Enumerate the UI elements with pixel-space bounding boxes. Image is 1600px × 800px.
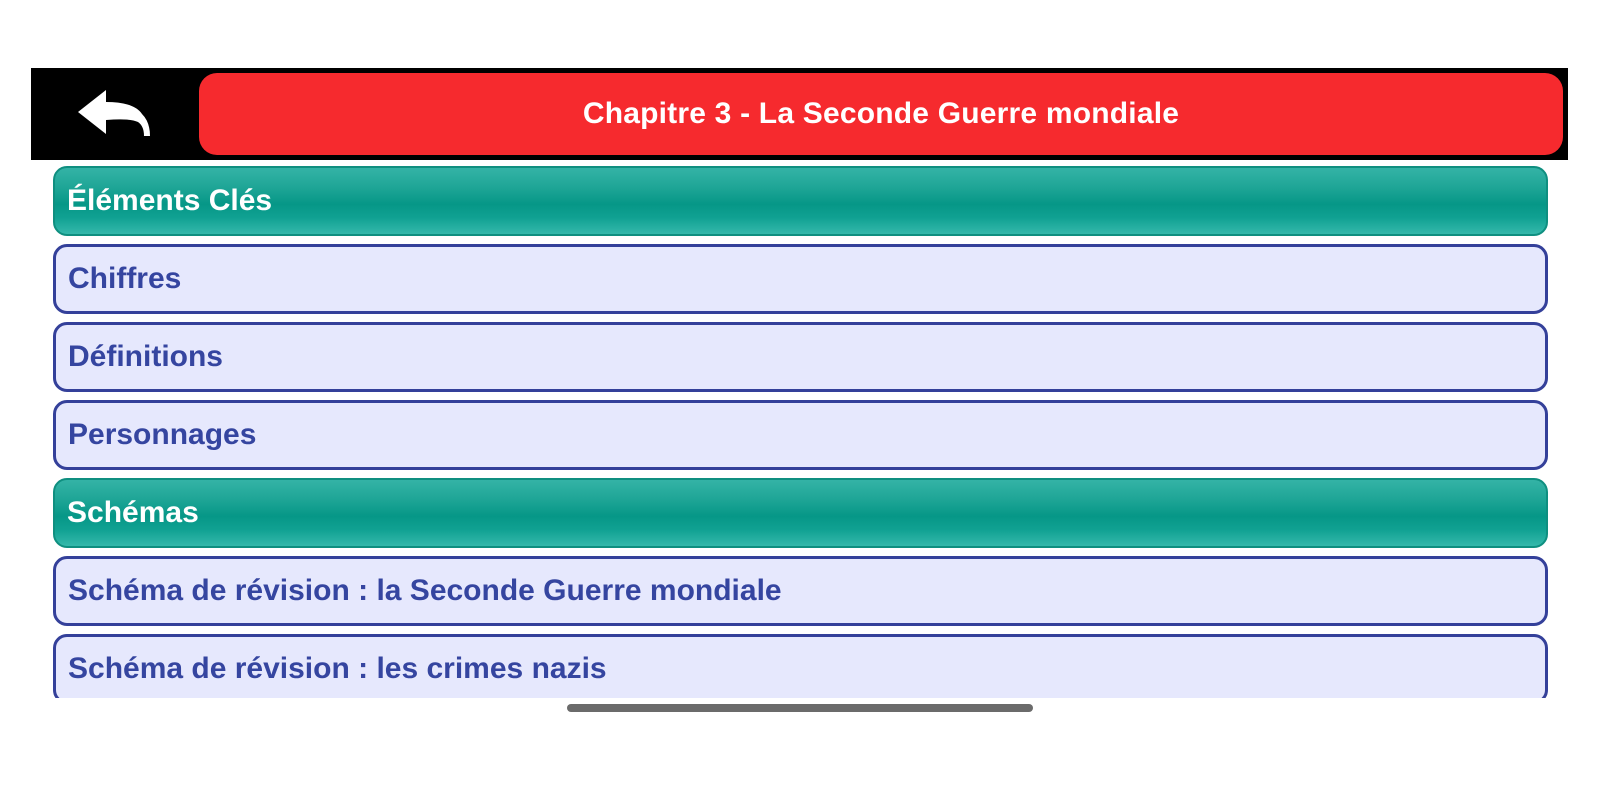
menu-item-label: Schéma de révision : la Seconde Guerre mondiale [68, 574, 782, 607]
menu-item-label: Schéma de révision : les crimes nazis [68, 652, 607, 685]
chapter-menu-list [53, 166, 1548, 698]
menu-item-definitions[interactable] [53, 322, 1548, 392]
menu-item-personnages[interactable] [53, 400, 1548, 470]
back-button[interactable] [31, 68, 196, 160]
back-arrow-icon [76, 88, 152, 140]
menu-item-label: Personnages [68, 418, 257, 451]
section-header-schemas [53, 478, 1548, 548]
top-bar [31, 68, 1568, 160]
menu-item-label: Définitions [68, 340, 223, 373]
menu-item-schema-seconde-guerre[interactable] [53, 556, 1548, 626]
menu-item-chiffres[interactable] [53, 244, 1548, 314]
home-indicator[interactable] [567, 704, 1033, 712]
title-bar [199, 73, 1563, 155]
page-title: Chapitre 3 - La Seconde Guerre mondiale [582, 97, 1180, 130]
section-header-label: Schémas [67, 496, 199, 529]
app-screen [31, 68, 1568, 698]
menu-item-schema-crimes-nazis[interactable] [53, 634, 1548, 698]
section-header-label: Éléments Clés [67, 184, 273, 217]
menu-item-label: Chiffres [68, 262, 182, 295]
section-header-elements-cles [53, 166, 1548, 236]
